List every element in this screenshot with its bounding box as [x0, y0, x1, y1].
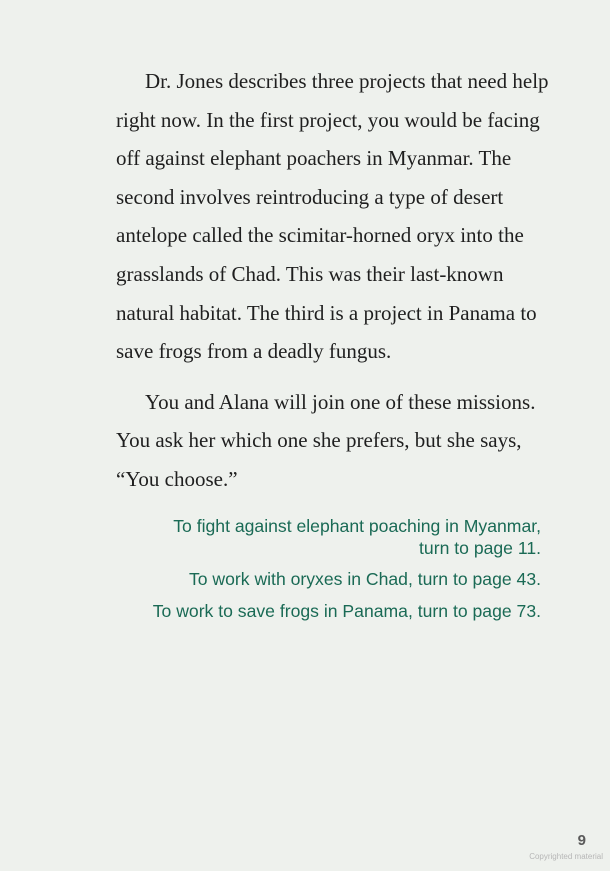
page-number: 9 — [577, 832, 586, 849]
choice-page-reference: turn to page 11. — [419, 538, 541, 559]
story-text — [116, 62, 554, 499]
choice-chad — [150, 568, 541, 590]
story-paragraph: Dr. Jones describes three projects that need help right now. In the first project, you would be facing off against elephant poachers in Myanmar. The second involves reintroducing a type of desert antelope called the scimitar-horned oryx into the grasslands of Chad. This was their last-known natural habitat. The third is a project in Panama to save frogs from a deadly fungus. — [116, 69, 549, 364]
choice-text: To fight against elephant poaching in Myanmar, — [173, 516, 541, 536]
choice-text: To work to save frogs in Panama, turn to page 73. — [152, 600, 541, 621]
choice-panama — [150, 600, 541, 622]
choice-text: To work with oryxes in Chad, turn to page 43. — [188, 569, 541, 590]
choice-list — [150, 515, 541, 622]
choice-myanmar — [150, 515, 541, 559]
story-paragraph: You and Alana will join one of these missions. You ask her which one she prefers, but she says, “You choose.” — [116, 389, 536, 491]
copyright-notice: Copyrighted material — [529, 852, 603, 861]
